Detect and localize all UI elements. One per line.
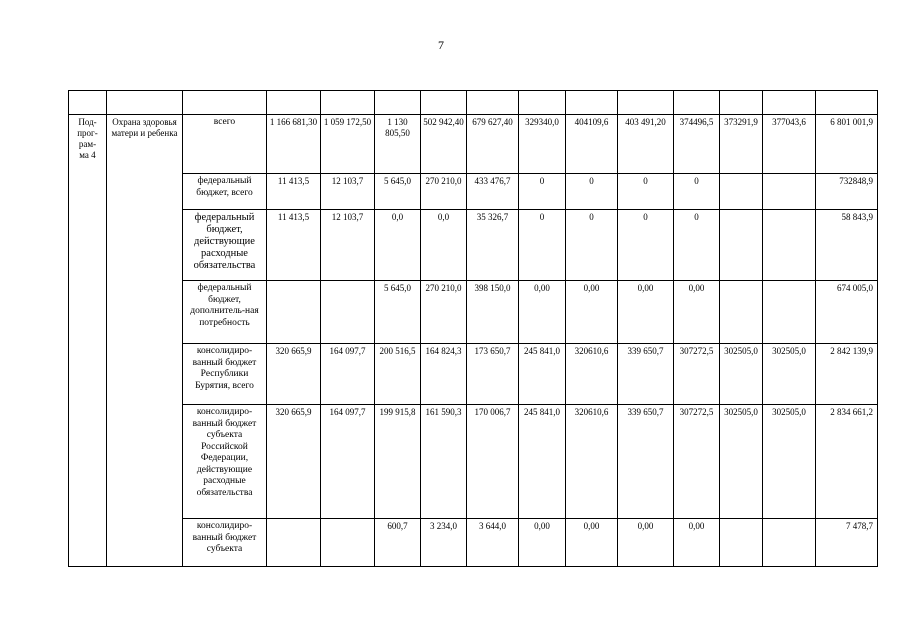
value-cell: 1 130 805,50 <box>375 115 421 174</box>
value-cell: 3 644,0 <box>467 519 519 567</box>
value-cell: 679 627,40 <box>467 115 519 174</box>
value-cell <box>267 519 321 567</box>
value-cell <box>321 519 375 567</box>
total-cell: 58 843,9 <box>816 210 878 281</box>
value-cell <box>763 281 816 344</box>
value-cell: 374496,5 <box>674 115 720 174</box>
value-cell: 245 841,0 <box>519 344 566 405</box>
value-cell: 164 824,3 <box>421 344 467 405</box>
value-cell: 0,00 <box>566 281 618 344</box>
table-header-strip <box>69 91 878 115</box>
value-cell <box>267 281 321 344</box>
value-cell: 0 <box>674 210 720 281</box>
value-cell: 0,00 <box>618 519 674 567</box>
value-cell: 600,7 <box>375 519 421 567</box>
funding-source-cell: консолидиро-ванный бюджет субъекта <box>183 519 267 567</box>
value-cell: 1 059 172,50 <box>321 115 375 174</box>
value-cell <box>720 519 763 567</box>
value-cell: 502 942,40 <box>421 115 467 174</box>
page-number: 7 <box>438 38 444 52</box>
value-cell: 320 665,9 <box>267 344 321 405</box>
value-cell: 161 590,3 <box>421 405 467 519</box>
value-cell <box>763 210 816 281</box>
table-row <box>69 281 878 344</box>
value-cell: 0,0 <box>421 210 467 281</box>
budget-table <box>68 90 878 567</box>
value-cell: 404109,6 <box>566 115 618 174</box>
total-cell: 6 801 001,9 <box>816 115 878 174</box>
total-cell: 2 834 661,2 <box>816 405 878 519</box>
table-row <box>69 115 878 174</box>
funding-source-cell: федеральный бюджет, дополнитель-ная потребность <box>183 281 267 344</box>
value-cell: 200 516,5 <box>375 344 421 405</box>
total-cell: 2 842 139,9 <box>816 344 878 405</box>
value-cell: 245 841,0 <box>519 405 566 519</box>
value-cell: 403 491,20 <box>618 115 674 174</box>
funding-source-cell: консолидиро-ванный бюджет субъекта Российской Федерации, действующие расходные обязательства <box>183 405 267 519</box>
value-cell: 0 <box>618 174 674 210</box>
table-row <box>69 210 878 281</box>
value-cell: 199 915,8 <box>375 405 421 519</box>
value-cell: 164 097,7 <box>321 405 375 519</box>
table-row <box>69 174 878 210</box>
value-cell: 320610,6 <box>566 344 618 405</box>
value-cell: 11 413,5 <box>267 210 321 281</box>
table-row <box>69 405 878 519</box>
value-cell: 270 210,0 <box>421 174 467 210</box>
value-cell: 0,00 <box>519 519 566 567</box>
table-row <box>69 519 878 567</box>
value-cell: 0 <box>519 174 566 210</box>
value-cell: 0,00 <box>618 281 674 344</box>
value-cell: 339 650,7 <box>618 344 674 405</box>
total-cell: 732848,9 <box>816 174 878 210</box>
value-cell: 339 650,7 <box>618 405 674 519</box>
value-cell <box>321 281 375 344</box>
value-cell <box>720 281 763 344</box>
value-cell: 377043,6 <box>763 115 816 174</box>
value-cell: 0,00 <box>519 281 566 344</box>
value-cell: 173 650,7 <box>467 344 519 405</box>
value-cell: 0 <box>519 210 566 281</box>
value-cell: 302505,0 <box>763 344 816 405</box>
value-cell: 0,00 <box>674 519 720 567</box>
value-cell: 0,00 <box>566 519 618 567</box>
funding-source-cell: федеральный бюджет, всего <box>183 174 267 210</box>
total-cell: 7 478,7 <box>816 519 878 567</box>
value-cell: 0 <box>566 174 618 210</box>
value-cell: 0 <box>618 210 674 281</box>
funding-source-cell: федеральный бюджет, действующие расходные обязательства <box>183 210 267 281</box>
value-cell: 398 150,0 <box>467 281 519 344</box>
total-cell: 674 005,0 <box>816 281 878 344</box>
value-cell <box>763 174 816 210</box>
value-cell: 307272,5 <box>674 405 720 519</box>
value-cell: 164 097,7 <box>321 344 375 405</box>
value-cell: 302505,0 <box>720 405 763 519</box>
value-cell: 0 <box>674 174 720 210</box>
value-cell: 12 103,7 <box>321 174 375 210</box>
value-cell: 0 <box>566 210 618 281</box>
value-cell: 302505,0 <box>720 344 763 405</box>
value-cell: 3 234,0 <box>421 519 467 567</box>
value-cell: 170 006,7 <box>467 405 519 519</box>
table-row <box>69 344 878 405</box>
value-cell: 270 210,0 <box>421 281 467 344</box>
value-cell: 35 326,7 <box>467 210 519 281</box>
value-cell: 307272,5 <box>674 344 720 405</box>
value-cell <box>763 519 816 567</box>
funding-source-cell: всего <box>183 115 267 174</box>
value-cell: 433 476,7 <box>467 174 519 210</box>
subprogram-name-cell: Охрана здоровья матери и ребенка <box>107 115 183 567</box>
value-cell: 0,00 <box>674 281 720 344</box>
value-cell: 320 665,9 <box>267 405 321 519</box>
value-cell: 373291,9 <box>720 115 763 174</box>
value-cell: 0,0 <box>375 210 421 281</box>
subprogram-cell: Под- прог- рам- ма 4 <box>69 115 107 567</box>
value-cell: 320610,6 <box>566 405 618 519</box>
value-cell: 5 645,0 <box>375 281 421 344</box>
funding-source-cell: консолидиро-ванный бюджет Республики Бурятия, всего <box>183 344 267 405</box>
value-cell: 11 413,5 <box>267 174 321 210</box>
value-cell <box>720 210 763 281</box>
value-cell: 329340,0 <box>519 115 566 174</box>
value-cell: 302505,0 <box>763 405 816 519</box>
value-cell: 1 166 681,30 <box>267 115 321 174</box>
value-cell: 12 103,7 <box>321 210 375 281</box>
value-cell <box>720 174 763 210</box>
value-cell: 5 645,0 <box>375 174 421 210</box>
